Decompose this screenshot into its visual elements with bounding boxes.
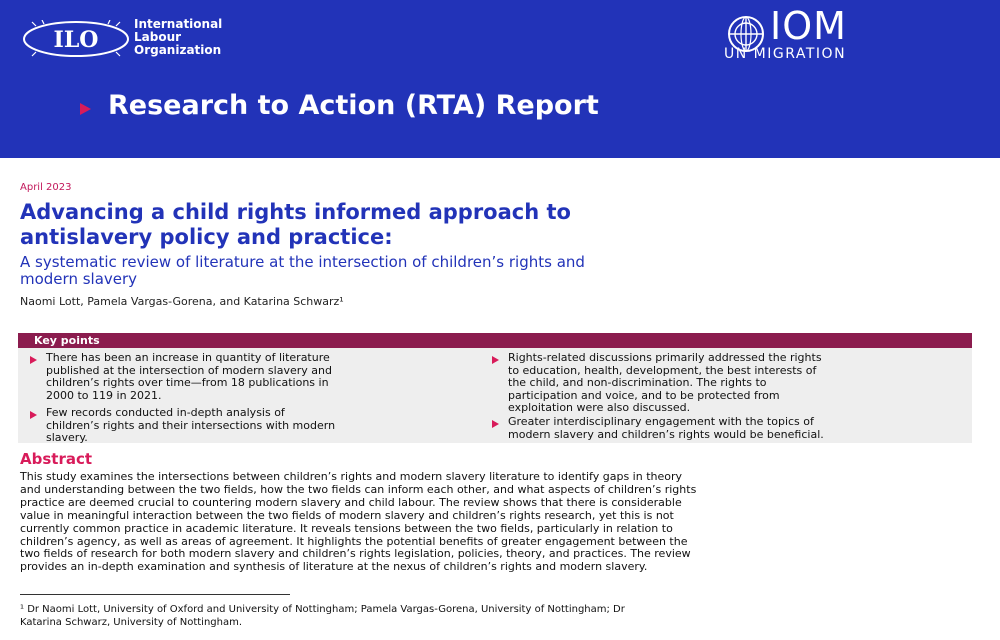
key-point-line: children’s rights and their intersections with modern <box>46 418 336 432</box>
footnote-divider <box>20 594 290 595</box>
ilo-name-line: Organization <box>134 43 222 57</box>
ilo-name <box>134 18 222 57</box>
abstract-line: practice are deemed crucial to countering modern slavery and child labour. The review shows that there is considerable <box>20 495 682 509</box>
bullet-arrow-icon <box>492 356 499 364</box>
footnote-line: ¹ Dr Naomi Lott, University of Oxford and University of Nottingham; Pamela Vargas-Gorena, University of Nottingham; Dr <box>20 604 625 615</box>
abstract-line: provides an in-depth examination and synthesis of literature at the nexus of children’s rights and modern slavery. <box>20 560 648 574</box>
key-points-label: Key points <box>34 334 100 347</box>
author-affiliation-footnote <box>20 603 980 629</box>
document-title-line: antislavery policy and practice: <box>20 225 393 249</box>
key-point-line: There has been an increase in quantity of literature <box>46 351 330 364</box>
bullet-arrow-icon <box>492 420 499 428</box>
document-subtitle-line: modern slavery <box>20 270 138 288</box>
title-arrow-icon <box>80 103 91 115</box>
ilo-name-line: Labour <box>134 30 182 44</box>
iom-subtitle: UN MIGRATION <box>724 46 847 62</box>
key-point-line: participation and voice, and to be protected from <box>508 388 780 402</box>
document-title-line: Advancing a child rights informed approach to <box>20 200 571 224</box>
key-point-item <box>46 352 486 402</box>
ilo-logo-text: ILO <box>53 27 99 53</box>
key-point-line: children’s rights over time—from 18 publications in <box>46 376 329 390</box>
key-point-line: slavery. <box>46 431 88 445</box>
footnote-line: Katarina Schwarz, University of Nottingham. <box>20 617 243 628</box>
abstract-line: and understanding between the two fields, how the two fields can inform each other, and what aspects of children’s rights <box>20 482 697 496</box>
ilo-logo-icon <box>22 20 130 58</box>
key-point-line: 2000 to 119 in 2021. <box>46 388 162 402</box>
key-point-line: modern slavery and children’s rights would be beneficial. <box>508 427 824 441</box>
document-title <box>20 200 920 250</box>
abstract-line: This study examines the intersections between children’s rights and modern slavery literature to identify gaps in theory <box>20 470 683 483</box>
abstract-line: currently common practice in academic literature. It reveals tensions between the two fields, particularly in relation to <box>20 521 673 535</box>
bullet-arrow-icon <box>30 356 37 364</box>
key-point-line: Few records conducted in-depth analysis of <box>46 406 285 419</box>
key-point-item <box>46 407 486 445</box>
ilo-name-line: International <box>134 17 223 31</box>
abstract-line: value in meaningful interaction between the two fields of modern slavery and children’s rights research, yet this is not <box>20 508 674 522</box>
key-point-line: to education, health, development, the best interests of <box>508 363 817 377</box>
key-point-line: the child, and non-discrimination. The rights to <box>508 376 767 390</box>
abstract-line: children’s agency, as well as areas of agreement. It highlights the potential benefits of greater engagement between the <box>20 534 688 548</box>
publication-date: April 2023 <box>20 182 72 193</box>
report-header-band <box>0 0 1000 158</box>
key-points-header-bar <box>18 333 972 348</box>
abstract-body <box>20 471 980 574</box>
report-series-title: Research to Action (RTA) Report <box>108 90 599 121</box>
key-point-line: Rights-related discussions primarily addressed the rights <box>508 351 822 364</box>
document-subtitle-line: A systematic review of literature at the intersection of children’s rights and <box>20 253 585 271</box>
key-point-item <box>508 352 968 415</box>
key-point-line: Greater interdisciplinary engagement with the topics of <box>508 415 814 428</box>
bullet-arrow-icon <box>30 411 37 419</box>
key-point-line: exploitation were also discussed. <box>508 401 691 415</box>
iom-wordmark: IOM <box>770 4 847 48</box>
key-point-item <box>508 416 968 441</box>
abstract-line: two fields of research for both modern slavery and children’s rights legislation, policies, theory, and practices. The review <box>20 547 691 561</box>
key-point-line: published at the intersection of modern slavery and <box>46 363 332 377</box>
author-list: Naomi Lott, Pamela Vargas-Gorena, and Katarina Schwarz¹ <box>20 295 344 308</box>
abstract-heading: Abstract <box>20 450 93 468</box>
document-subtitle <box>20 254 960 288</box>
